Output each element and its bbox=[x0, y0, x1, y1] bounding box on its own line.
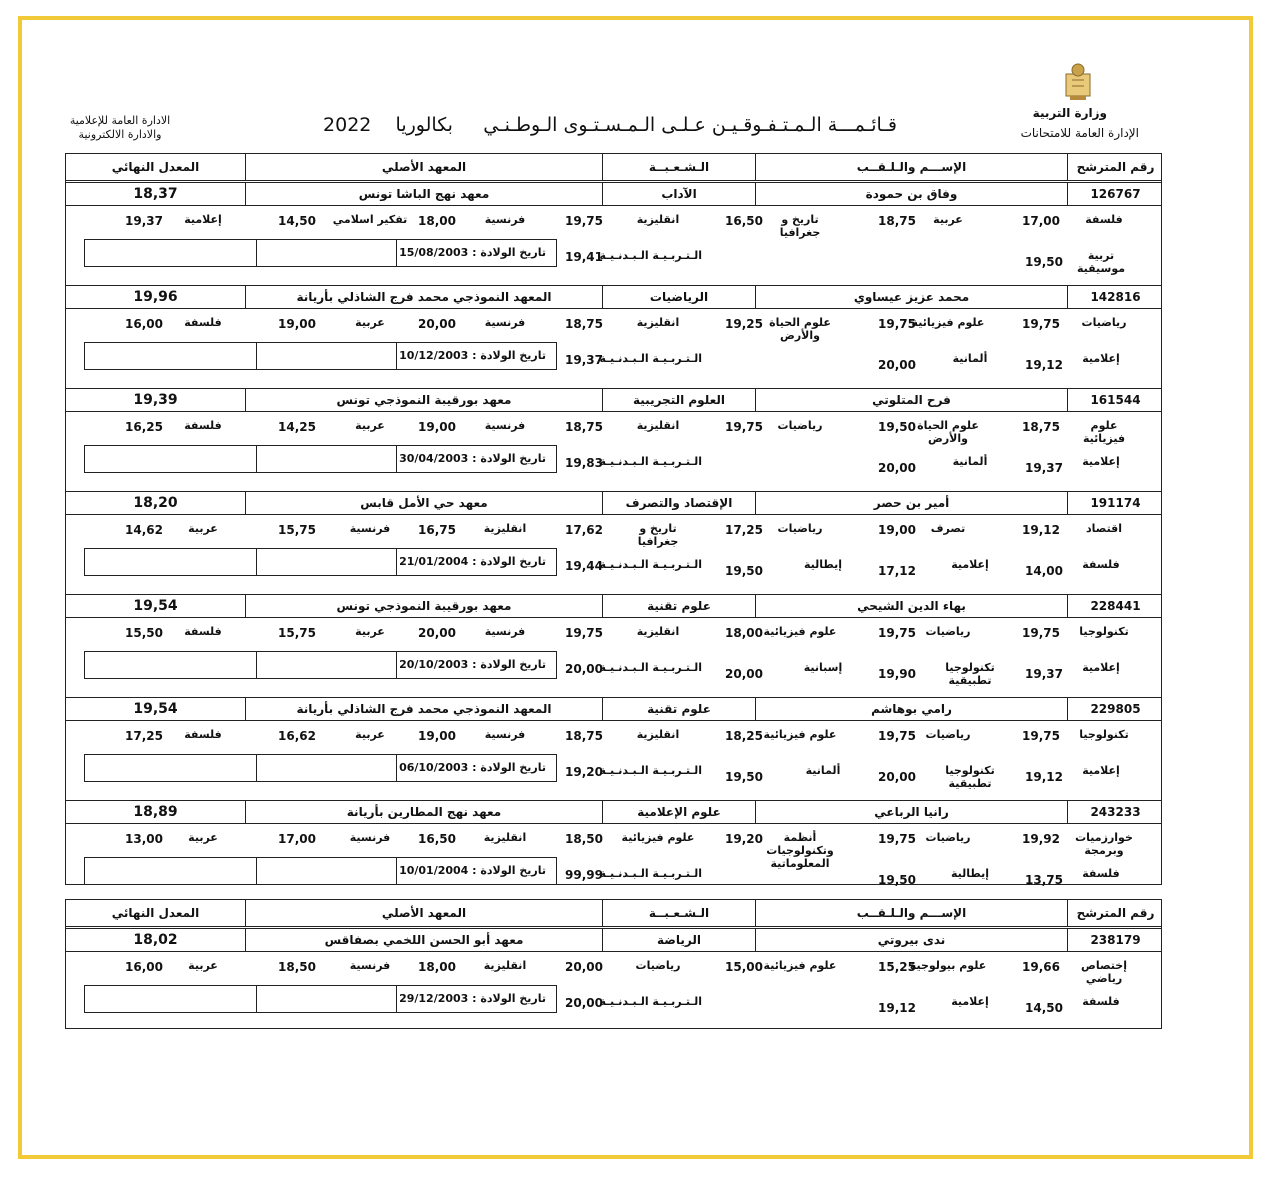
subject-grade: 20,00 bbox=[878, 770, 916, 784]
ministry-logo-icon bbox=[1060, 60, 1096, 104]
subject-grade: 19,90 bbox=[878, 667, 916, 681]
birthdate-label: تاريخ الولادة : 20/10/2003 bbox=[399, 658, 546, 671]
subject-label: فرنسية bbox=[484, 213, 526, 226]
subject-label: فرنسية bbox=[484, 419, 526, 432]
subject-grade: 20,00 bbox=[725, 667, 763, 681]
birthdate-box bbox=[84, 445, 557, 473]
subject-label: ألمانية bbox=[952, 352, 988, 365]
subject-label: رياضيات bbox=[925, 831, 971, 844]
birthdate-label: تاريخ الولادة : 21/01/2004 bbox=[399, 555, 546, 568]
column-header-branch: الـشـعـبــة bbox=[602, 154, 755, 180]
subject-grade: 19,37 bbox=[125, 214, 163, 228]
column-header-avg: المعدل النهائي bbox=[111, 906, 200, 920]
pe-label: الـتـربـيـة الـبـدنـيـة bbox=[599, 352, 702, 365]
student-name: ندى بيروتي bbox=[755, 929, 1067, 951]
birthdate-label: تاريخ الولادة : 15/08/2003 bbox=[399, 246, 546, 259]
subject-label: عربية bbox=[355, 316, 385, 329]
pe-grade: 99,99 bbox=[565, 868, 603, 882]
subject-label: إعلامية bbox=[951, 995, 989, 1008]
student-branch: الرياضة bbox=[602, 929, 755, 951]
subject-grade: 17,25 bbox=[125, 729, 163, 743]
subject-grade: 19,50 bbox=[878, 420, 916, 434]
subject-label: فلسفة bbox=[184, 728, 222, 741]
pe-label: الـتـربـيـة الـبـدنـيـة bbox=[599, 455, 702, 468]
subject-label: علوم بيولوجية bbox=[909, 959, 987, 972]
subject-label: انقليزية bbox=[636, 728, 680, 741]
subject-label: إختصاص رياضي bbox=[1081, 959, 1127, 985]
student-branch: علوم الإعلامية bbox=[602, 801, 755, 823]
box-divider bbox=[396, 858, 397, 884]
birthdate-box bbox=[84, 342, 557, 370]
subject-label: انقليزية bbox=[483, 959, 527, 972]
subject-label: تربية موسيقية bbox=[1076, 249, 1126, 275]
student-name-row bbox=[66, 697, 1161, 721]
student-id: 238179 bbox=[1067, 929, 1163, 951]
box-divider bbox=[396, 240, 397, 266]
box-divider bbox=[396, 343, 397, 369]
subject-label: إيطالية bbox=[950, 867, 990, 880]
subject-label: انقليزية bbox=[636, 419, 680, 432]
subject-label: فلسفة bbox=[1082, 867, 1120, 880]
student-name: رامي بوهاشم bbox=[755, 698, 1067, 720]
birthdate-box bbox=[84, 985, 557, 1013]
subject-label: تكنولوجيا تطبيقية bbox=[945, 661, 995, 687]
subject-label: تاريخ و جغرافيا bbox=[779, 213, 821, 239]
subject-grade: 16,62 bbox=[278, 729, 316, 743]
subject-grade: 15,75 bbox=[278, 626, 316, 640]
pe-label: الـتـربـيـة الـبـدنـيـة bbox=[599, 661, 702, 674]
student-avg: 18,89 bbox=[133, 804, 178, 820]
subject-label: انقليزية bbox=[483, 831, 527, 844]
subject-grade: 14,62 bbox=[125, 523, 163, 537]
subject-grade: 16,50 bbox=[418, 832, 456, 846]
subject-label: علوم الحياة والأرض bbox=[917, 419, 979, 445]
subject-label: علوم فيزيائية bbox=[763, 625, 837, 638]
subject-grade: 13,75 bbox=[1025, 873, 1063, 887]
pe-grade: 19,20 bbox=[565, 765, 603, 779]
subject-label: علوم فيزيائية bbox=[763, 728, 837, 741]
birthdate-box bbox=[84, 548, 557, 576]
student-branch: العلوم التجريبية bbox=[602, 389, 755, 411]
student-school: معهد حي الأمل قابس bbox=[245, 492, 602, 514]
student-name-row bbox=[66, 800, 1161, 824]
subject-label: رياضيات bbox=[925, 625, 971, 638]
subject-grade: 16,00 bbox=[125, 960, 163, 974]
subject-grade: 19,50 bbox=[878, 873, 916, 887]
subject-grade: 15,50 bbox=[125, 626, 163, 640]
subject-grade: 19,75 bbox=[1022, 626, 1060, 640]
subject-grade: 14,25 bbox=[278, 420, 316, 434]
student-school: معهد بورقيبة النموذجي تونس bbox=[245, 389, 602, 411]
subject-label: إعلامية bbox=[1082, 764, 1120, 777]
student-avg: 19,54 bbox=[133, 701, 178, 717]
subject-grade: 14,50 bbox=[1025, 1001, 1063, 1015]
subject-grade: 19,37 bbox=[1025, 667, 1063, 681]
student-school: معهد نهج المطارين بأريانة bbox=[245, 801, 602, 823]
subject-grade: 20,00 bbox=[565, 960, 603, 974]
column-header-name: الإســـم والـلـقــب bbox=[755, 900, 1067, 926]
box-divider bbox=[256, 240, 257, 266]
subject-label: إسبانية bbox=[803, 661, 843, 674]
subject-label: تفكير اسلامي bbox=[332, 213, 408, 226]
subject-grade: 16,75 bbox=[418, 523, 456, 537]
subject-label: فلسفة bbox=[1082, 995, 1120, 1008]
column-header-id: رقم المترشح bbox=[1067, 900, 1163, 926]
subject-grade: 18,00 bbox=[418, 960, 456, 974]
subject-label: تكنولوجيا تطبيقية bbox=[945, 764, 995, 790]
subject-grade: 16,50 bbox=[725, 214, 763, 228]
subject-label: أنظمة وتكنولوجيات المعلوماتية bbox=[766, 831, 834, 870]
birthdate-label: تاريخ الولادة : 30/04/2003 bbox=[399, 452, 546, 465]
subject-label: فرنسية bbox=[349, 959, 391, 972]
student-id: 229805 bbox=[1067, 698, 1163, 720]
subject-grade: 20,00 bbox=[418, 317, 456, 331]
student-name: بهاء الدين الشيحي bbox=[755, 595, 1067, 617]
student-name-row bbox=[66, 491, 1161, 515]
subject-grade: 20,00 bbox=[878, 461, 916, 475]
student-branch: الآداب bbox=[602, 183, 755, 205]
subject-grade: 17,62 bbox=[565, 523, 603, 537]
subject-label: علوم فيزيائية bbox=[763, 959, 837, 972]
subject-label: فرنسية bbox=[484, 316, 526, 329]
box-divider bbox=[396, 755, 397, 781]
student-school: معهد أبو الحسن اللخمي بصفاقس bbox=[245, 929, 602, 951]
column-header-avg: المعدل النهائي bbox=[111, 160, 200, 174]
subject-label: ألمانية bbox=[805, 764, 841, 777]
box-divider bbox=[396, 652, 397, 678]
box-divider bbox=[256, 986, 257, 1012]
subject-grade: 16,25 bbox=[125, 420, 163, 434]
box-divider bbox=[256, 755, 257, 781]
subject-label: إعلامية bbox=[951, 558, 989, 571]
subject-grade: 18,75 bbox=[565, 729, 603, 743]
subject-grade: 19,00 bbox=[878, 523, 916, 537]
subject-label: عربية bbox=[355, 625, 385, 638]
student-name-row bbox=[66, 594, 1161, 618]
student-branch: الإقتصاد والتصرف bbox=[602, 492, 755, 514]
subject-grade: 19,12 bbox=[1022, 523, 1060, 537]
subject-label: رياضيات bbox=[777, 419, 823, 432]
subject-label: تصرف bbox=[930, 522, 966, 535]
table-header bbox=[66, 900, 1161, 927]
subject-grade: 18,75 bbox=[1022, 420, 1060, 434]
subject-grade: 19,75 bbox=[565, 214, 603, 228]
subject-grade: 14,00 bbox=[1025, 564, 1063, 578]
subject-grade: 19,75 bbox=[878, 317, 916, 331]
student-avg: 18,20 bbox=[133, 495, 178, 511]
subject-grade: 18,75 bbox=[878, 214, 916, 228]
subject-grade: 19,75 bbox=[878, 729, 916, 743]
subject-label: انقليزية bbox=[636, 316, 680, 329]
subject-label: علوم فيزيائية bbox=[621, 831, 695, 844]
subject-grade: 19,75 bbox=[565, 626, 603, 640]
student-avg: 18,37 bbox=[133, 186, 178, 202]
left-department bbox=[60, 114, 180, 142]
subject-label: علوم فيزيائية bbox=[1082, 419, 1126, 445]
subject-label: علوم فيزيائية bbox=[911, 316, 985, 329]
subject-grade: 18,50 bbox=[278, 960, 316, 974]
subject-grade: 19,25 bbox=[725, 317, 763, 331]
subject-label: عربية bbox=[188, 522, 218, 535]
student-avg: 19,54 bbox=[133, 598, 178, 614]
box-divider bbox=[256, 343, 257, 369]
birthdate-box bbox=[84, 754, 557, 782]
subject-grade: 19,66 bbox=[1022, 960, 1060, 974]
student-name-row bbox=[66, 182, 1161, 206]
subject-label: فلسفة bbox=[1085, 213, 1123, 226]
student-id: 126767 bbox=[1067, 183, 1163, 205]
subject-grade: 19,50 bbox=[1025, 255, 1063, 269]
student-branch: الرياضيات bbox=[602, 286, 755, 308]
box-divider bbox=[396, 549, 397, 575]
subject-grade: 19,75 bbox=[725, 420, 763, 434]
subject-label: رياضيات bbox=[925, 728, 971, 741]
subject-label: رياضيات bbox=[777, 522, 823, 535]
subject-label: إيطالية bbox=[803, 558, 843, 571]
subject-grade: 19,20 bbox=[725, 832, 763, 846]
subject-label: إعلامية bbox=[1082, 661, 1120, 674]
subject-grade: 19,75 bbox=[878, 626, 916, 640]
subject-label: فرنسية bbox=[349, 831, 391, 844]
subject-label: فرنسية bbox=[349, 522, 391, 535]
subject-grade: 17,12 bbox=[878, 564, 916, 578]
birthdate-label: تاريخ الولادة : 06/10/2003 bbox=[399, 761, 546, 774]
birthdate-label: تاريخ الولادة : 29/12/2003 bbox=[399, 992, 546, 1005]
title-text: قـائـمـــة الـمـتـفـوقـيـن عـلـى الـمـسـتـوى الـوطـنـي bbox=[483, 114, 897, 136]
pe-grade: 19,83 bbox=[565, 456, 603, 470]
subject-label: فلسفة bbox=[1082, 558, 1120, 571]
subject-label: تكنولوجيا bbox=[1079, 728, 1129, 741]
subject-grade: 17,25 bbox=[725, 523, 763, 537]
box-divider bbox=[396, 446, 397, 472]
subject-grade: 15,25 bbox=[878, 960, 916, 974]
subject-grade: 20,00 bbox=[418, 626, 456, 640]
subject-label: تكنولوجيا bbox=[1079, 625, 1129, 638]
student-school: معهد نهج الباشا تونس bbox=[245, 183, 602, 205]
column-header-school: المعهد الأصلي bbox=[245, 154, 602, 180]
subject-grade: 18,25 bbox=[725, 729, 763, 743]
pe-grade: 20,00 bbox=[565, 996, 603, 1010]
birthdate-box bbox=[84, 857, 557, 885]
ministry-name: وزارة التربية bbox=[1032, 106, 1107, 120]
subject-grade: 16,00 bbox=[125, 317, 163, 331]
subject-grade: 14,50 bbox=[278, 214, 316, 228]
student-branch: علوم تقنية bbox=[602, 698, 755, 720]
student-school: المعهد النموذجي محمد فرج الشاذلي بأريانة bbox=[245, 286, 602, 308]
exam-name: بكالوريا bbox=[395, 114, 453, 136]
subject-label: اقتصاد bbox=[1085, 522, 1123, 535]
student-name-row bbox=[66, 285, 1161, 309]
subject-grade: 19,75 bbox=[1022, 317, 1060, 331]
subject-label: خوارزميات وبرمجة bbox=[1075, 831, 1133, 857]
subject-label: عربية bbox=[188, 831, 218, 844]
subject-label: فرنسية bbox=[484, 728, 526, 741]
student-school: معهد بورقيبة النموذجي تونس bbox=[245, 595, 602, 617]
student-name: رانيا الرباعي bbox=[755, 801, 1067, 823]
student-name: وفاق بن حمودة bbox=[755, 183, 1067, 205]
student-id: 243233 bbox=[1067, 801, 1163, 823]
birthdate-box bbox=[84, 651, 557, 679]
subject-label: إعلامية bbox=[1082, 352, 1120, 365]
exam-year: 2022 bbox=[323, 114, 372, 136]
column-header-name: الإســـم والـلـقــب bbox=[755, 154, 1067, 180]
subject-grade: 18,75 bbox=[565, 317, 603, 331]
subject-label: فلسفة bbox=[184, 419, 222, 432]
box-divider bbox=[256, 858, 257, 884]
box-divider bbox=[256, 549, 257, 575]
subject-label: عربية bbox=[188, 959, 218, 972]
subject-grade: 17,00 bbox=[1022, 214, 1060, 228]
left-department-line1: الادارة العامة للإعلامية bbox=[69, 114, 171, 127]
subject-grade: 15,00 bbox=[725, 960, 763, 974]
subject-label: فلسفة bbox=[184, 316, 222, 329]
subject-label: رياضيات bbox=[1081, 316, 1127, 329]
pe-grade: 19,44 bbox=[565, 559, 603, 573]
pe-label: الـتـربـيـة الـبـدنـيـة bbox=[599, 867, 702, 880]
subject-label: تاريخ و جغرافيا bbox=[637, 522, 679, 548]
subject-label: فرنسية bbox=[484, 625, 526, 638]
ministry-department: الإدارة العامة للامتحانات bbox=[1020, 126, 1139, 140]
column-header-branch: الـشـعـبــة bbox=[602, 900, 755, 926]
subject-label: انقليزية bbox=[483, 522, 527, 535]
subject-label: عربية bbox=[355, 728, 385, 741]
subject-grade: 15,75 bbox=[278, 523, 316, 537]
subject-label: عربية bbox=[355, 419, 385, 432]
birthdate-box bbox=[84, 239, 557, 267]
subject-grade: 19,75 bbox=[878, 832, 916, 846]
subject-grade: 19,00 bbox=[278, 317, 316, 331]
pe-label: الـتـربـيـة الـبـدنـيـة bbox=[599, 995, 702, 1008]
subject-label: إعلامية bbox=[184, 213, 222, 226]
subject-grade: 19,12 bbox=[1025, 358, 1063, 372]
subject-label: إعلامية bbox=[1082, 455, 1120, 468]
student-id: 161544 bbox=[1067, 389, 1163, 411]
subject-grade: 18,50 bbox=[565, 832, 603, 846]
pe-grade: 20,00 bbox=[565, 662, 603, 676]
student-id: 191174 bbox=[1067, 492, 1163, 514]
subject-grade: 18,00 bbox=[725, 626, 763, 640]
subject-grade: 19,12 bbox=[878, 1001, 916, 1015]
student-name: محمد عزيز عيساوي bbox=[755, 286, 1067, 308]
pe-grade: 19,41 bbox=[565, 250, 603, 264]
subject-grade: 20,00 bbox=[878, 358, 916, 372]
subject-grade: 13,00 bbox=[125, 832, 163, 846]
subject-grade: 19,00 bbox=[418, 420, 456, 434]
subject-label: عربية bbox=[933, 213, 963, 226]
student-branch: علوم تقنية bbox=[602, 595, 755, 617]
page-title bbox=[300, 114, 920, 136]
student-school: المعهد النموذجي محمد فرج الشاذلي بأريانة bbox=[245, 698, 602, 720]
subject-grade: 19,12 bbox=[1025, 770, 1063, 784]
column-header-school: المعهد الأصلي bbox=[245, 900, 602, 926]
birthdate-label: تاريخ الولادة : 10/01/2004 bbox=[399, 864, 546, 877]
subject-label: ألمانية bbox=[952, 455, 988, 468]
subject-label: رياضيات bbox=[635, 959, 681, 972]
box-divider bbox=[256, 446, 257, 472]
subject-grade: 19,50 bbox=[725, 564, 763, 578]
student-avg: 19,96 bbox=[133, 289, 178, 305]
pe-label: الـتـربـيـة الـبـدنـيـة bbox=[599, 764, 702, 777]
subject-grade: 18,75 bbox=[565, 420, 603, 434]
subject-label: علوم الحياة والأرض bbox=[769, 316, 831, 342]
column-header-id: رقم المترشح bbox=[1067, 154, 1163, 180]
student-avg: 19,39 bbox=[133, 392, 178, 408]
subject-grade: 19,92 bbox=[1022, 832, 1060, 846]
student-name-row bbox=[66, 388, 1161, 412]
pe-grade: 19,37 bbox=[565, 353, 603, 367]
student-name: أمير بن حصر bbox=[755, 492, 1067, 514]
student-name: فرح المتلوتي bbox=[755, 389, 1067, 411]
table-header bbox=[66, 154, 1161, 181]
subject-grade: 19,75 bbox=[1022, 729, 1060, 743]
subject-label: فلسفة bbox=[184, 625, 222, 638]
subject-grade: 18,00 bbox=[418, 214, 456, 228]
subject-grade: 19,37 bbox=[1025, 461, 1063, 475]
subject-label: انقليزية bbox=[636, 625, 680, 638]
pe-label: الـتـربـيـة الـبـدنـيـة bbox=[599, 249, 702, 262]
pe-label: الـتـربـيـة الـبـدنـيـة bbox=[599, 558, 702, 571]
student-id: 228441 bbox=[1067, 595, 1163, 617]
left-department-line2: والادارة الالكترونية bbox=[78, 128, 162, 141]
box-divider bbox=[256, 652, 257, 678]
subject-grade: 19,50 bbox=[725, 770, 763, 784]
birthdate-label: تاريخ الولادة : 10/12/2003 bbox=[399, 349, 546, 362]
student-name-row bbox=[66, 928, 1161, 952]
subject-label: انقليزية bbox=[636, 213, 680, 226]
student-avg: 18,02 bbox=[133, 932, 178, 948]
box-divider bbox=[396, 986, 397, 1012]
subject-grade: 19,00 bbox=[418, 729, 456, 743]
subject-grade: 17,00 bbox=[278, 832, 316, 846]
student-id: 142816 bbox=[1067, 286, 1163, 308]
